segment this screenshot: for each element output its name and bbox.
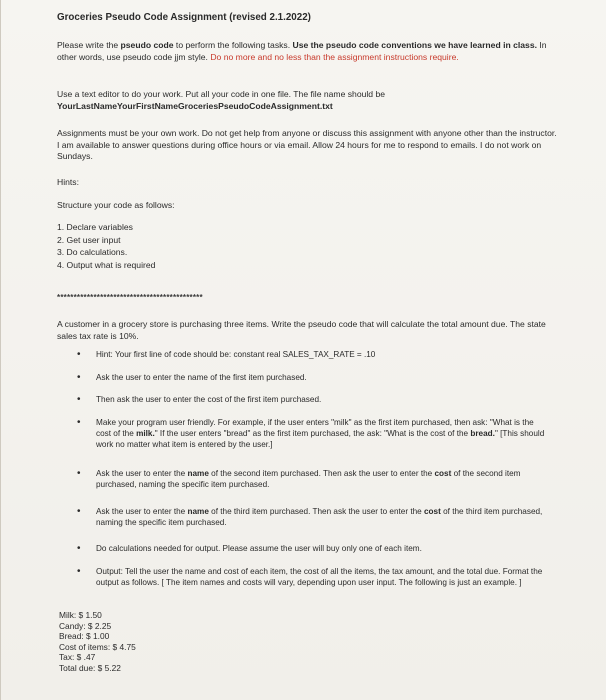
intro-bold-pseudo-code: pseudo code bbox=[120, 40, 174, 50]
editor-paragraph bbox=[57, 89, 557, 112]
editor-instruction: Use a text editor to do your work. Put all your code in one file. The file name should be bbox=[57, 89, 386, 99]
policy-paragraph: Assignments must be your own work. Do not get help from anyone or discuss this assignment with anyone other than the instructor. I am available to answer questions during office hours or via email. Allow 24 hours for me to respond to emails. I do not work on Sundays. bbox=[57, 128, 557, 161]
step-item: 4. Output what is required bbox=[57, 259, 156, 270]
steps-list bbox=[57, 222, 557, 272]
intro-paragraph bbox=[57, 40, 557, 63]
bullet-text: Ask the user to enter the name of the third item purchased. Then ask the user to enter the cost of the third item purchased, naming the specific item purchased. bbox=[96, 507, 543, 527]
file-name: YourLastNameYourFirstNameGroceriesPseudoCodeAssignment.txt bbox=[57, 100, 333, 111]
intro-bold-conventions: Use the pseudo code conventions we have learned in class. bbox=[292, 40, 538, 50]
step-item: 1. Declare variables bbox=[57, 222, 133, 232]
bullet-text: Then ask the user to enter the cost of the first item purchased. bbox=[96, 395, 322, 404]
bullet-dot: • bbox=[77, 417, 81, 428]
intro-text-2: to perform the following tasks. bbox=[173, 40, 293, 50]
output-line-candy: Candy: $ 2.25 bbox=[59, 620, 112, 631]
output-line-total: Total due: $ 5.22 bbox=[59, 662, 121, 673]
bullet-text: Do calculations needed for output. Please assume the user will buy only one of each item. bbox=[96, 544, 422, 553]
intro-text-1: Please write the bbox=[57, 40, 121, 50]
intro-text-3: In other words, use pseudo code jjm style. bbox=[57, 40, 547, 62]
output-line-bread: Bread: $ 1.00 bbox=[59, 631, 110, 642]
bullet-dot: • bbox=[77, 566, 81, 577]
step-item: 3. Do calculations. bbox=[57, 247, 128, 257]
bullet-dot: • bbox=[77, 506, 81, 517]
bullet-text: Make your program user friendly. For example, if the user enters "milk" as the first item purchased, then ask: "What is the cost of the milk." If the user enters "bread" as the first item purchased, the ask: "What is the cost of the bread." [This should work no matter what item is entered by the user.] bbox=[96, 418, 545, 449]
scenario-paragraph: A customer in a grocery store is purchasing three items. Write the pseudo code that will calculate the total amount due. The state sales tax rate is 10%. bbox=[57, 319, 546, 341]
output-line-tax: Tax: $ .47 bbox=[59, 652, 96, 663]
bullet-dot: • bbox=[77, 468, 81, 479]
output-line-cost: Cost of items: $ 4.75 bbox=[59, 641, 136, 652]
page-title: Groceries Pseudo Code Assignment (revised 2.1.2022) bbox=[57, 12, 311, 23]
structure-label: Structure your code as follows: bbox=[57, 200, 175, 210]
star-divider: ******************************************** bbox=[57, 293, 203, 302]
bullet-dot: • bbox=[77, 372, 81, 383]
bullet-text: Ask the user to enter the name of the first item purchased. bbox=[96, 373, 307, 382]
output-line-milk: Milk: $ 1.50 bbox=[59, 610, 102, 620]
bullet-dot: • bbox=[77, 394, 81, 405]
intro-requirement-note: Do no more and no less than the assignment instructions require. bbox=[210, 51, 459, 62]
bullet-dot: • bbox=[77, 349, 81, 360]
sample-output bbox=[59, 610, 136, 674]
bullet-text: Ask the user to enter the name of the second item purchased. Then ask the user to enter the cost of the second item purchased, naming the specific item purchased. bbox=[96, 469, 521, 489]
hints-label: Hints: bbox=[57, 177, 79, 187]
bullet-dot: • bbox=[77, 543, 81, 554]
bullet-text: Hint: Your first line of code should be: constant real SALES_TAX_RATE = .10 bbox=[96, 350, 376, 359]
bullet-text: Output: Tell the user the name and cost of each item, the cost of all the items, the tax amount, and the total due. Format the output as follows. [ The item names and costs will vary, depending upon user input. The following is just an example. ] bbox=[96, 567, 543, 587]
step-item: 2. Get user input bbox=[57, 234, 121, 245]
